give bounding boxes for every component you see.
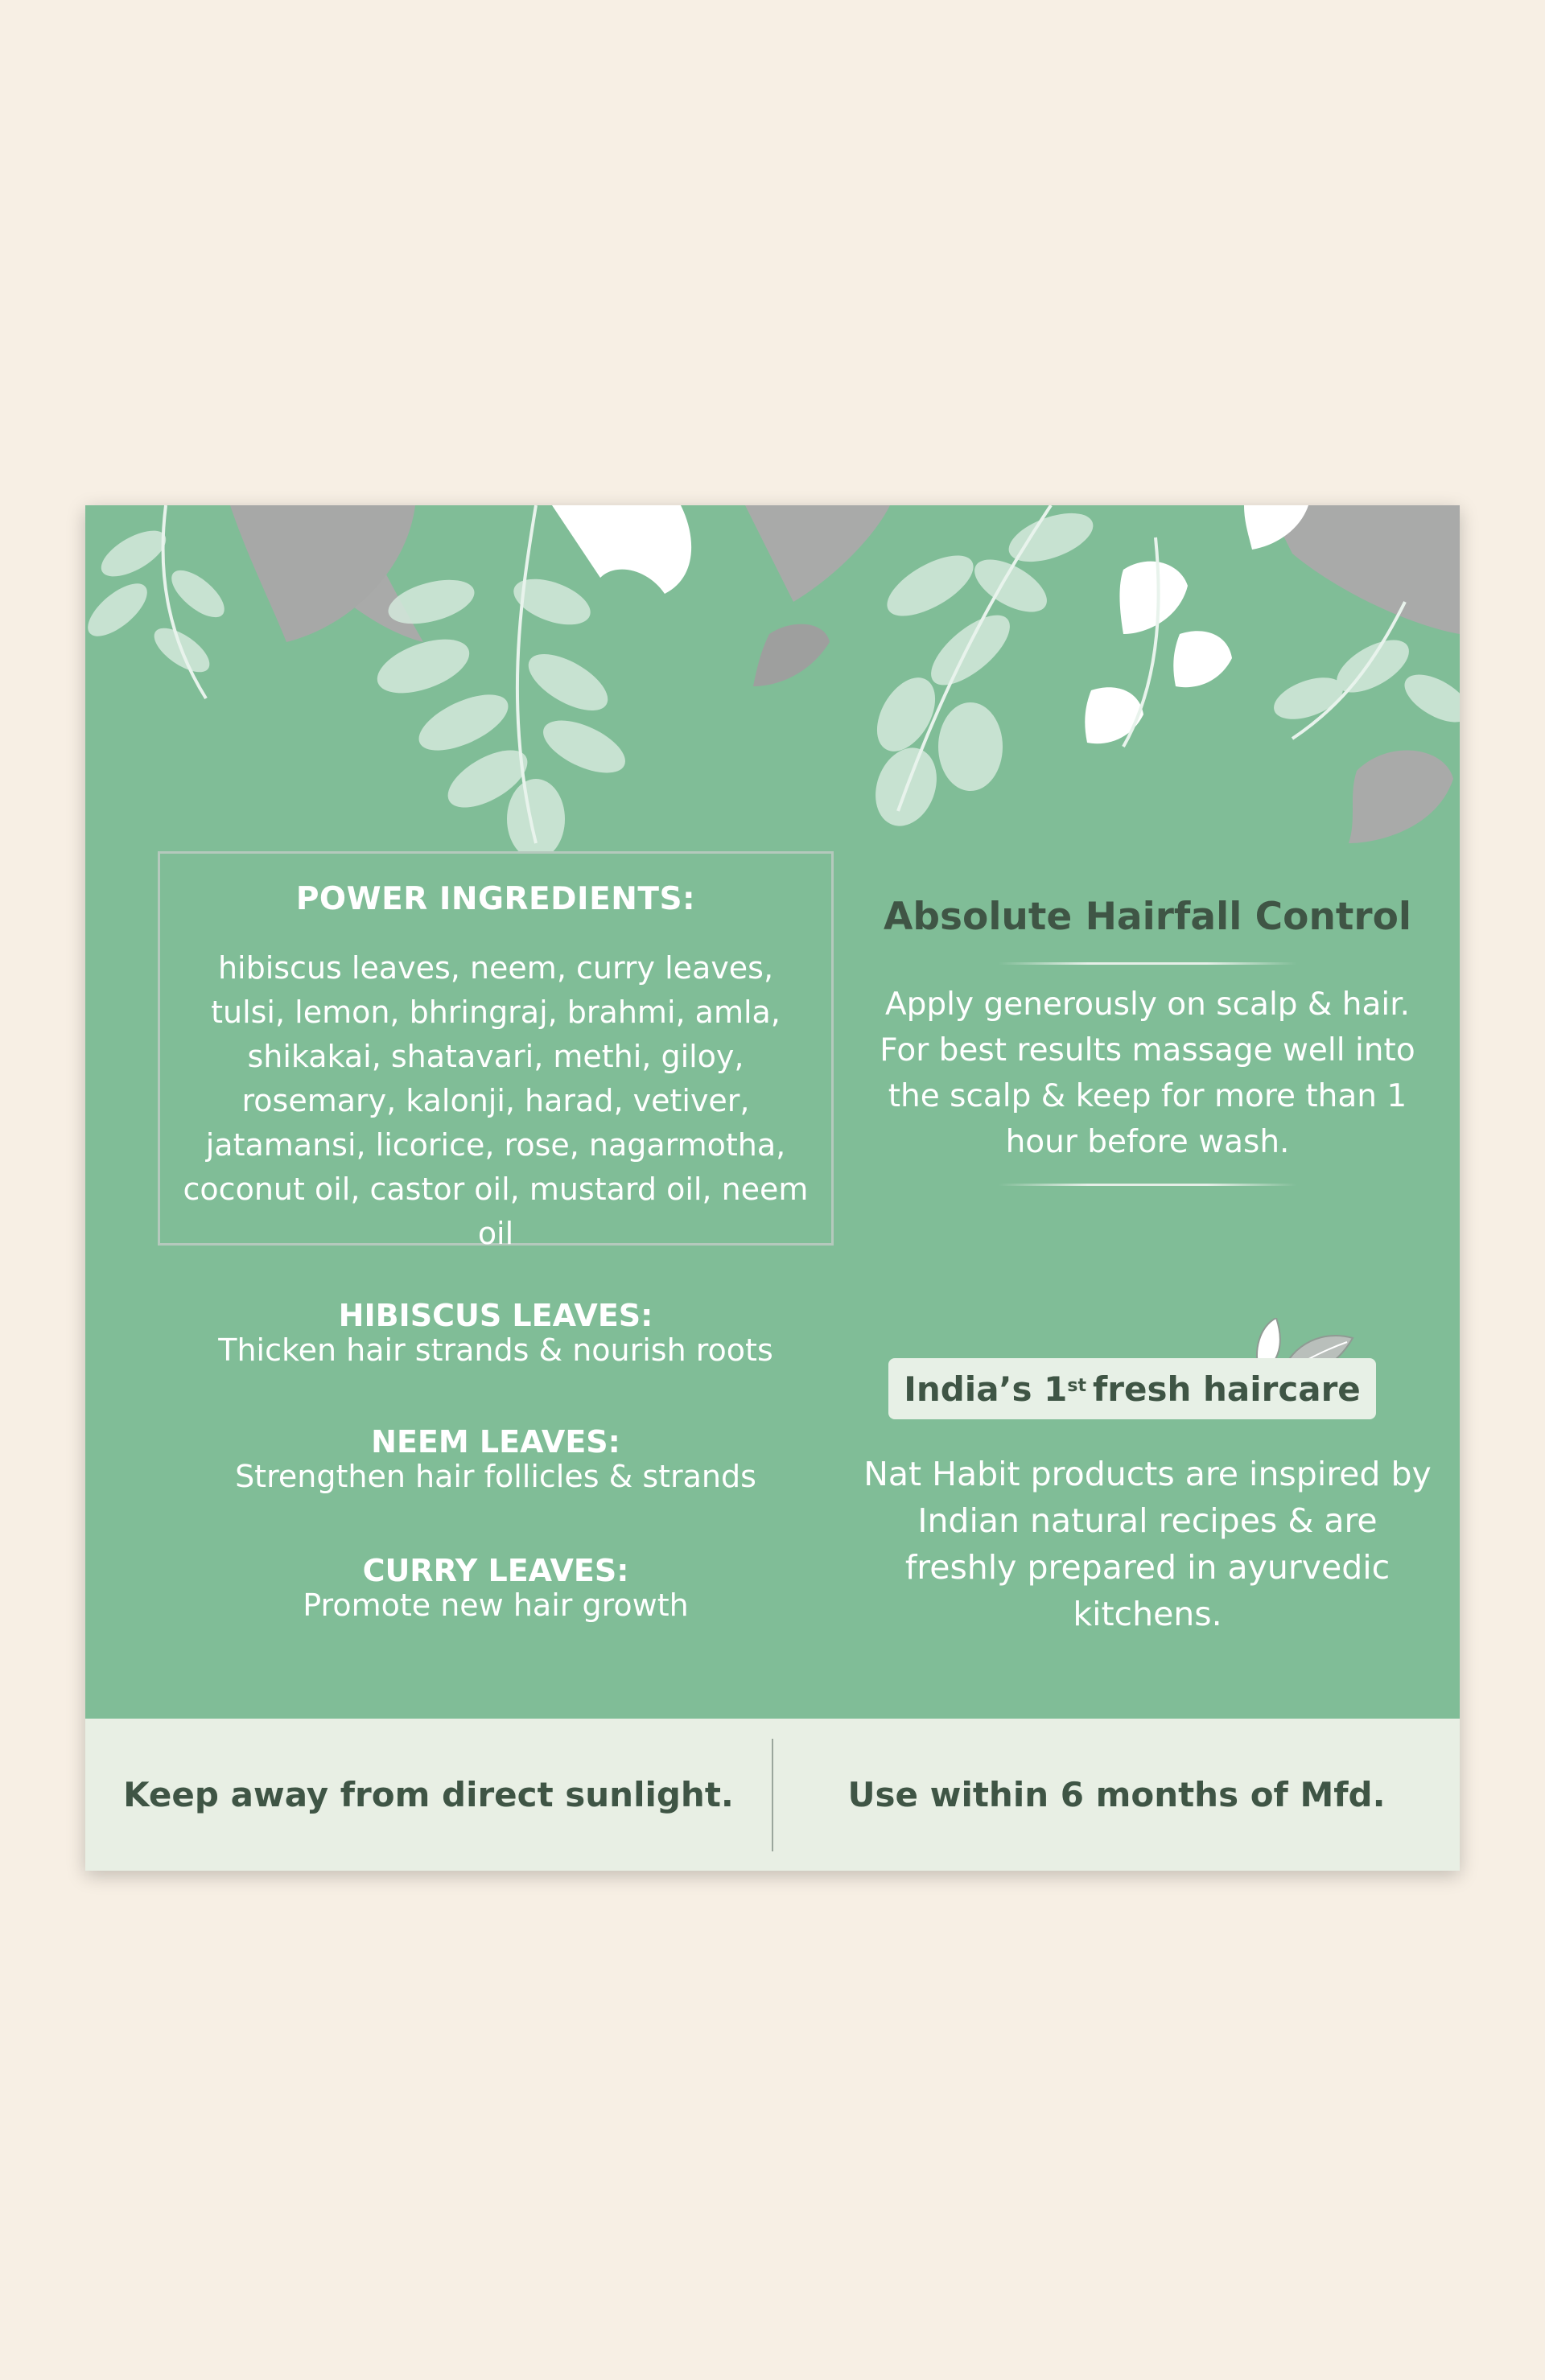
benefit-hibiscus — [158, 1298, 834, 1367]
fresh-haircare-badge — [888, 1358, 1376, 1419]
storage-footer — [85, 1719, 1460, 1871]
shelf-life-note: Use within 6 months of Mfd. — [847, 1775, 1386, 1814]
benefit-desc: Strengthen hair follicles & strands — [235, 1459, 756, 1494]
absolute-hairfall-title: Absolute Hairfall Control — [884, 895, 1411, 939]
power-ingredients-box — [158, 851, 834, 1251]
benefit-curry — [158, 1553, 834, 1622]
usage-bottom-rule — [999, 1184, 1296, 1186]
badge-suffix: fresh haircare — [1092, 1369, 1361, 1409]
benefit-title: CURRY LEAVES: — [362, 1553, 629, 1588]
benefit-neem — [158, 1424, 834, 1493]
benefit-title: HIBISCUS LEAVES: — [338, 1298, 653, 1333]
brand-description: Nat Habit products are inspired by Indian natural recipes & are freshly prepared in ayurvedic kitchens. — [863, 1455, 1432, 1633]
leaf-border-illustration — [85, 505, 1460, 851]
benefit-desc: Thicken hair strands & nourish roots — [218, 1332, 773, 1368]
sunlight-warning: Keep away from direct sunlight. — [123, 1775, 734, 1814]
power-ingredients-list: hibiscus leaves, neem, curry leaves, tulsi, lemon, bhringraj, brahmi, amla, shikakai, shatavari, methi, giloy, rosemary, kalonji, harad, vetiver, jatamansi, licorice, rose, nagarmotha, coconut oil, castor oil, mustard oil, neem oil — [183, 950, 809, 1251]
benefit-desc: Promote new hair growth — [303, 1587, 689, 1623]
badge-superscript: st — [1067, 1375, 1086, 1396]
usage-top-rule — [999, 962, 1296, 965]
benefit-title: NEEM LEAVES: — [371, 1424, 620, 1460]
product-label-card — [85, 505, 1460, 1871]
badge-prefix: India’s 1 — [904, 1369, 1068, 1409]
power-ingredients-title: POWER INGREDIENTS: — [295, 881, 696, 917]
usage-instructions: Apply generously on scalp & hair. For best results massage well into the scalp & keep for more than 1 hour before wash. — [880, 986, 1415, 1160]
